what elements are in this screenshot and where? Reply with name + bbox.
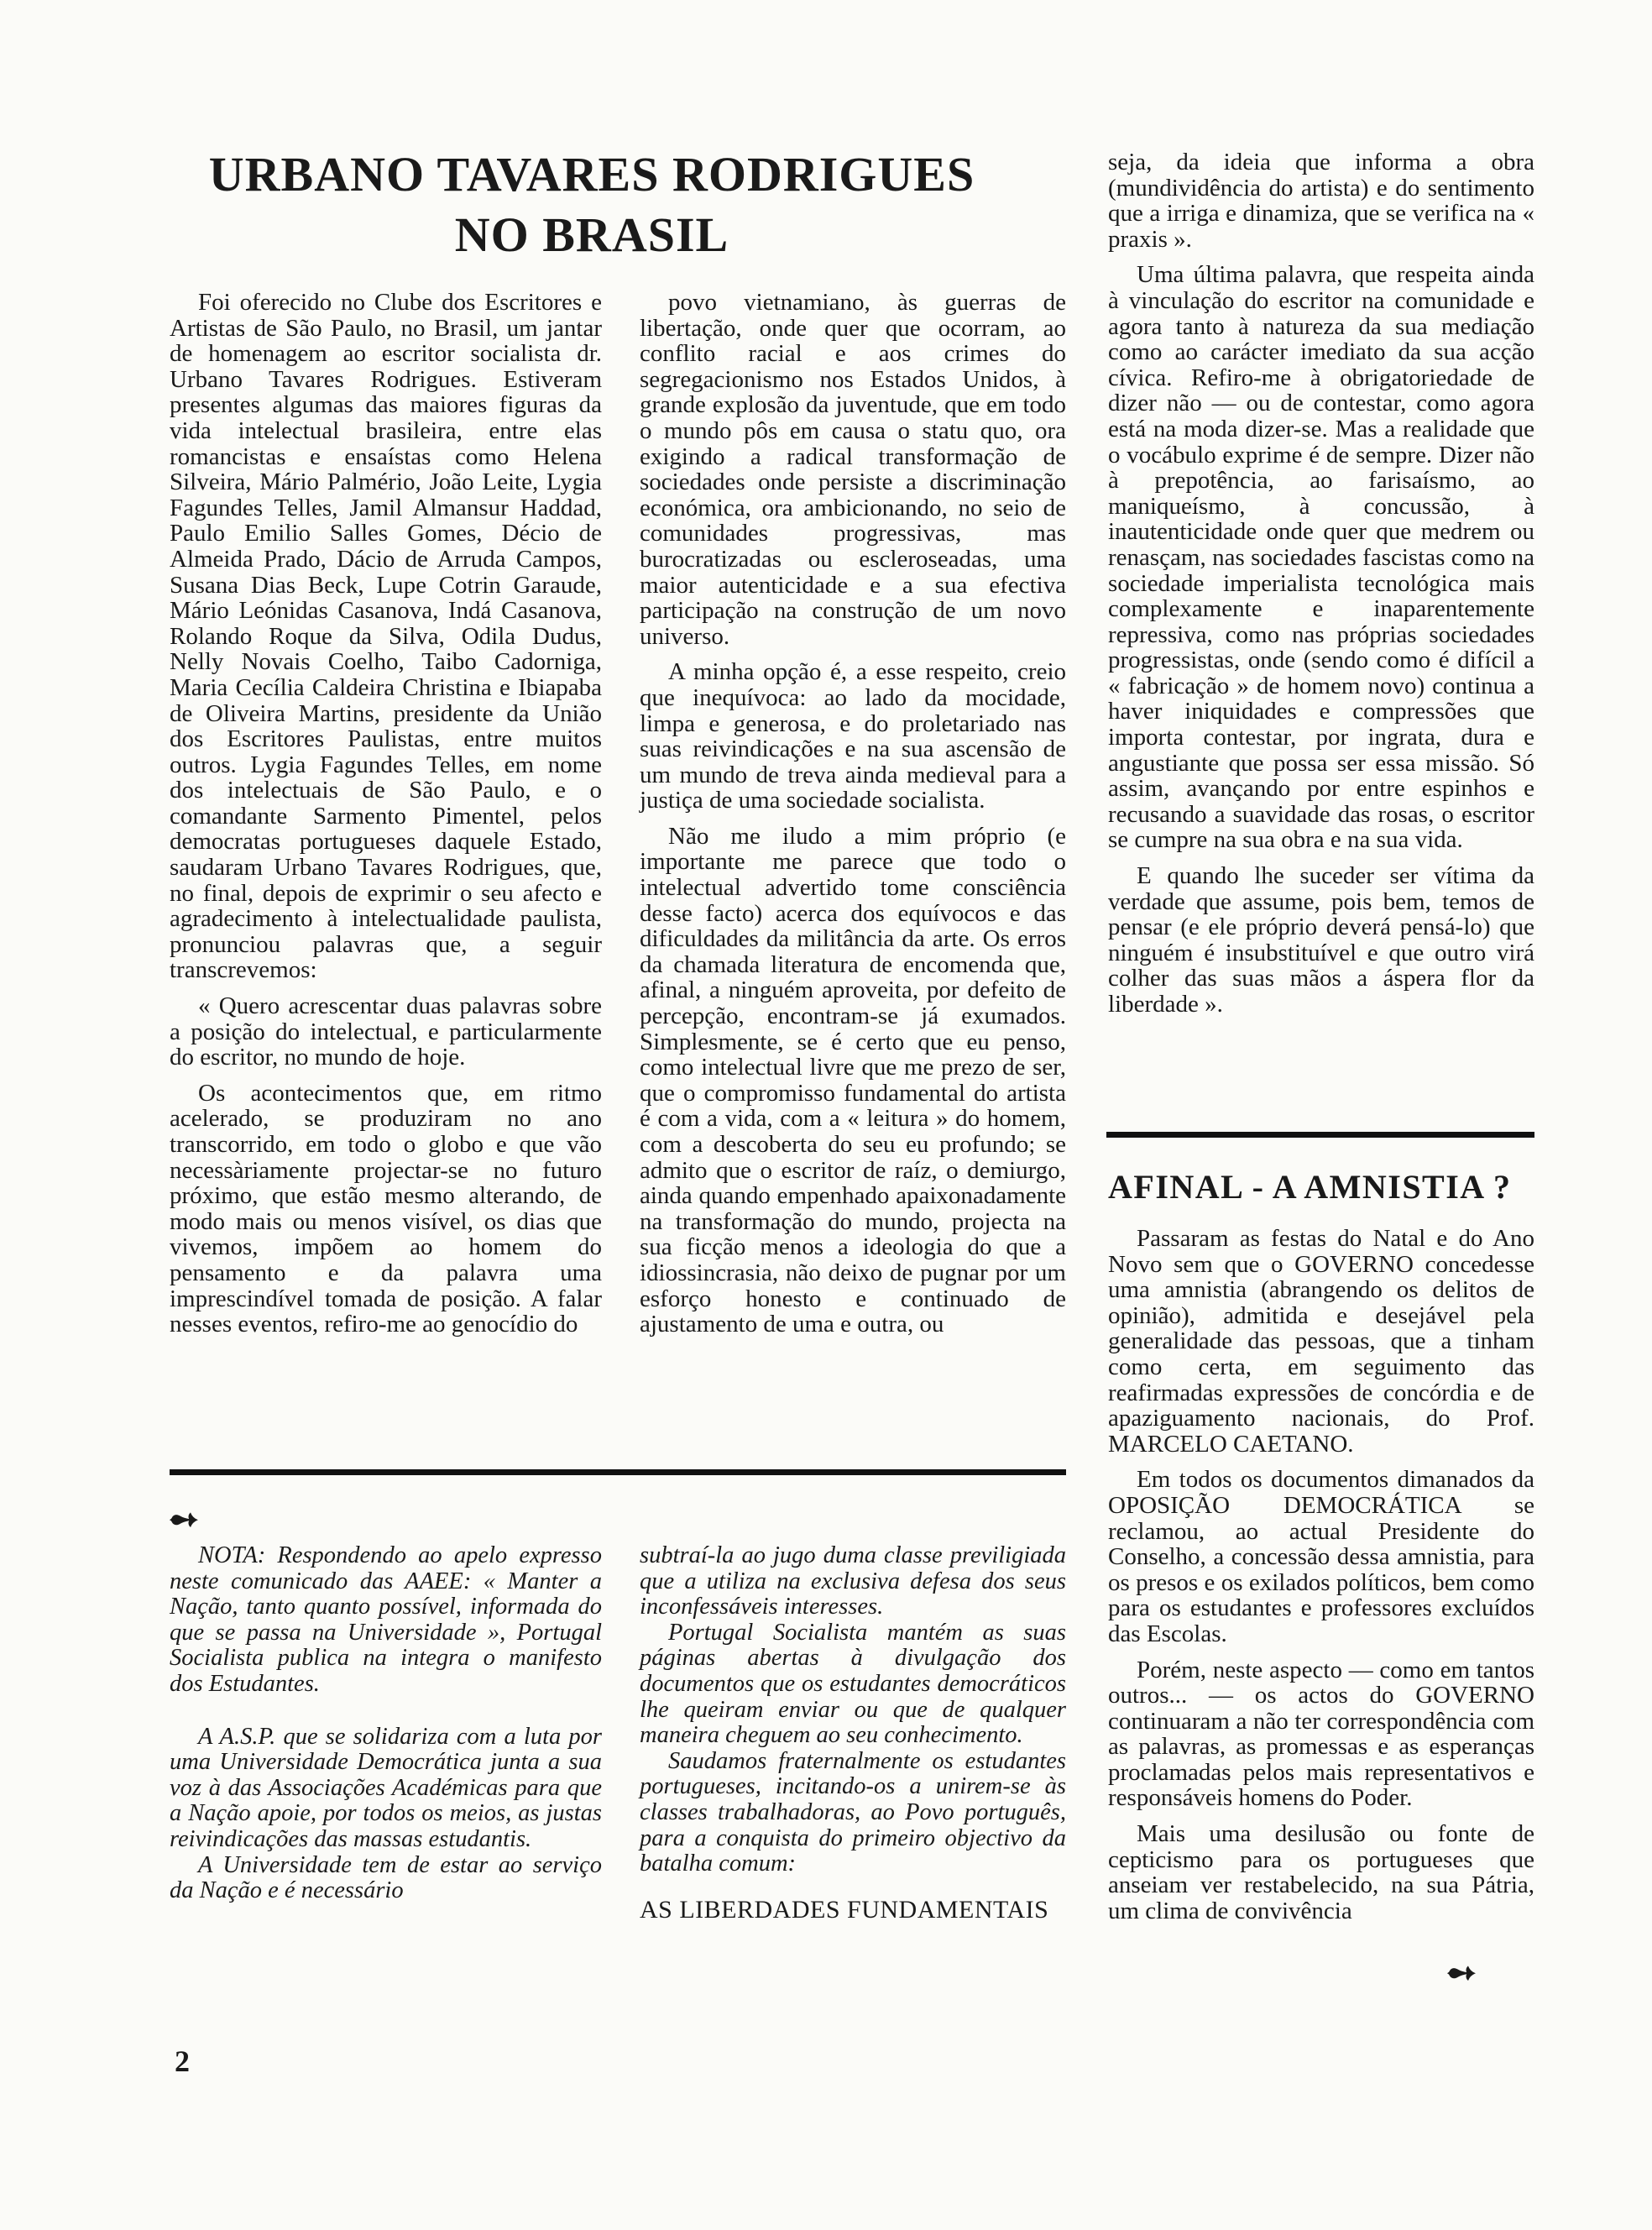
article-paragraph: povo vietnamiano, às guerras de libertação, onde quer que ocorram, ao conflito racial e aos crimes do segregacionismo nos Estados Unidos, à grande explosão da juventude, que em todo o mundo pôs em causa o statu quo, ora exigindo a radical transformação de sociedades onde persiste a discriminação económica, ora ambicionando, no seio de comunidades progressivas, mas burocratizadas ou escleroseadas, uma maior autenticidade e a sua efectiva participação na construção de um novo universo. <box>640 289 1066 650</box>
article-column-2 <box>640 290 1066 1337</box>
amnistia-title: AFINAL - A AMNISTIA ? <box>1108 1168 1512 1206</box>
nota-paragraph: Portugal Socialista mantém as suas páginas abertas à divulgação dos documentos que os estudantes democráticos lhe queiram enviar ou que de qualquer maneira cheguem ao seu conhecimento. <box>640 1619 1066 1749</box>
nota-column-1 <box>170 1543 602 1904</box>
article-paragraph: Uma última palavra, que respeita ainda à vinculação do escritor na comunidade e agora tanto à natureza da sua mediação como ao carácter imediato da sua acção cívica. Refiro-me à obrigatoriedade de dizer não — ou de contestar, como agora está na moda dizer-se. Mas a realidade que o vocábulo exprime é de sempre. Dizer não à prepotência, ao farisaísmo, ao maniqueísmo, à concussão, à inautenticidade onde quer que medrem ou renasçam, nas sociedades fascistas como na sociedade imperialista tecnológica mais complexamente e inaparentemente repressiva, como nas próprias sociedades progressistas, onde (sendo como é difícil a « fabricação » de homem novo) continua a haver iniquidades e compressões que importa contestar, por ingrata, dura e angustiante que possa ser essa missão. Só assim, avançando por entre espinhos e recusando a suavidade das rosas, o escritor se cumpre na sua obra e na sua vida. <box>1108 261 1534 854</box>
nota-paragraph: subtraí-la ao jugo duma classe previligiada que a utiliza na exclusiva defesa dos seus inconfessáveis interesses. <box>640 1542 1066 1620</box>
article-paragraph: « Quero acrescentar duas palavras sobre a posição do intelectual, e particularmente do escritor, no mundo de hoje. <box>170 992 602 1071</box>
article-paragraph: seja, da ideia que informa a obra (mundividência do artista) e do sentimento que a irriga e dinamiza, que se verifica na « praxis ». <box>1108 149 1534 253</box>
nota-paragraph: A A.S.P. que se solidariza com a luta por uma Universidade Democrática junta a sua voz à das Associações Académicas para que a Nação apoie, por todos os meios, as justas reivindicações das massas estudantis. <box>170 1723 602 1852</box>
arrow-icon: ➻ <box>168 1499 199 1540</box>
article-paragraph: Foi oferecido no Clube dos Escritores e Artistas de São Paulo, no Brasil, um jantar de homenagem ao escritor socialista dr. Urbano Tavares Rodrigues. Estiveram presentes algumas das maiores figuras da vida intelectual brasileira, entre elas romancistas e ensaístas como Helena Silveira, Mário Palmério, João Leite, Lygia Fagundes Telles, Jamil Almansur Haddad, Paulo Emilio Salles Gomes, Décio de Almeida Prado, Dácio de Arruda Campos, Susana Dias Beck, Lupe Cotrin Garaude, Mário Leónidas Casanova, Indá Casanova, Rolando Roque da Silva, Odila Dudus, Nelly Novais Coelho, Taibo Cadorniga, Maria Cecília Caldeira Christina e Ibiapaba de Oliveira Martins, presidente da União dos Escritores Paulistas, entre muitos outros. Lygia Fagundes Telles, em nome dos intelectuais de São Paulo, e o comandante Sarmento Pimentel, pelos democratas portugueses daquele Estado, saudaram Urbano Tavares Rodrigues, que, no final, depois de exprimir o seu afecto e agradecimento à intelectualidade paulista, pronunciou palavras que, a seguir transcrevemos: <box>170 289 602 984</box>
nota-column-2 <box>640 1543 1066 1923</box>
nota-paragraph: NOTA: Respondendo ao apelo expresso neste comunicado das AAEE: « Manter a Nação, tanto quanto possível, informada do que se passa na Universidade », Portugal Socialista publica na integra o manifesto dos Estudantes. <box>170 1542 602 1697</box>
article-title-line2: NO BRASIL <box>454 207 729 262</box>
section-divider <box>170 1469 1066 1475</box>
article-column-3 <box>1108 149 1534 1018</box>
amnistia-paragraph: Mais uma desilusão ou fonte de cepticismo para os portugueses que anseiam ver restabelecido, na sua Pátria, um clima de convivência <box>1108 1820 1534 1924</box>
nota-paragraph: Saudamos fraternalmente os estudantes portugueses, incitando-os a unirem-se às classes trabalhadoras, ao Povo português, para a conquista do primeiro objectivo da batalha comum: <box>640 1747 1066 1877</box>
nota-closing: AS LIBERDADES FUNDAMENTAIS <box>640 1895 1049 1924</box>
article-paragraph: Não me iludo a mim próprio (e importante me parece que todo o intelectual advertido tome consciência desse facto) acerca dos equívocos e das dificuldades da militância da arte. Os erros da chamada literatura de encomenda que, afinal, a ninguém aproveita, por defeito de percepção, encontram-se já exumados. Simplesmente, se é certo que eu penso, como intelectual livre que me prezo de ser, que o compromisso fundamental do artista é com a vida, com a « leitura » do homem, com a descoberta do seu eu profundo; se admito que o escritor de raíz, o demiurgo, ainda quando empenhado apaixonadamente na transformação do mundo, projecta na sua ficção menos a ideologia do que a idiossincrasia, não deixo de pugnar por um esforço honesto e continuado de ajustamento de uma e outra, ou <box>640 822 1066 1338</box>
section-divider <box>1106 1132 1534 1138</box>
article-column-1 <box>170 290 602 1337</box>
continue-arrow-icon: ➻ <box>1446 1952 1477 1993</box>
article-title-line1: URBANO TAVARES RODRIGUES <box>208 147 975 202</box>
amnistia-paragraph: Em todos os documentos dimanados da OPOSIÇÃO DEMOCRÁTICA se reclamou, ao actual Presidente do Conselho, a concessão dessa amnistia, para os presos e os exilados políticos, bem como para os estudantes e professores excluídos das Escolas. <box>1108 1466 1534 1647</box>
article-paragraph: Os acontecimentos que, em ritmo acelerado, se produziram no ano transcorrido, em todo o globo e que vão necessàriamente projectar-se no futuro próximo, que estão mesmo alterando, de modo mais ou menos visível, os dias que vivemos, impõem ao homem do pensamento e da palavra uma imprescindível tomada de posição. A falar nesses eventos, refiro-me ao genocídio do <box>170 1079 602 1338</box>
amnistia-paragraph: Passaram as festas do Natal e do Ano Novo sem que o GOVERNO concedesse uma amnistia (abrangendo os delitos de opinião), admitida e desejável pela generalidade das pessoas, que a tinham como certa, em seguimento das reafirmadas expressões de concórdia e de apaziguamento nacionais, do Prof. MARCELO CAETANO. <box>1108 1225 1534 1458</box>
article-paragraph: E quando lhe suceder ser vítima da verdade que assume, pois bem, temos de pensar (e ele próprio deverá pensá-lo) que ninguém é insubstituível e que outro virá colher das suas mãos a áspera flor da liberdade ». <box>1108 862 1534 1018</box>
article-paragraph: A minha opção é, a esse respeito, creio que inequívoca: ao lado da mocidade, limpa e generosa, e do proletariado nas suas reivindicações e na sua ascensão de um mundo de treva ainda medieval para a justiça de uma sociedade socialista. <box>640 658 1066 814</box>
article-title <box>168 144 1016 265</box>
nota-paragraph: A Universidade tem de estar ao serviço da Nação e é necessário <box>170 1851 602 1904</box>
amnistia-paragraph: Porém, neste aspecto — como em tantos outros... — os actos do GOVERNO continuaram a não ter correspondência com as palavras, as promessas e as esperanças proclamadas pelos mais representativos e responsáveis homens do Poder. <box>1108 1656 1534 1812</box>
amnistia-column <box>1108 1226 1534 1924</box>
page-number: 2 <box>175 2044 190 2078</box>
